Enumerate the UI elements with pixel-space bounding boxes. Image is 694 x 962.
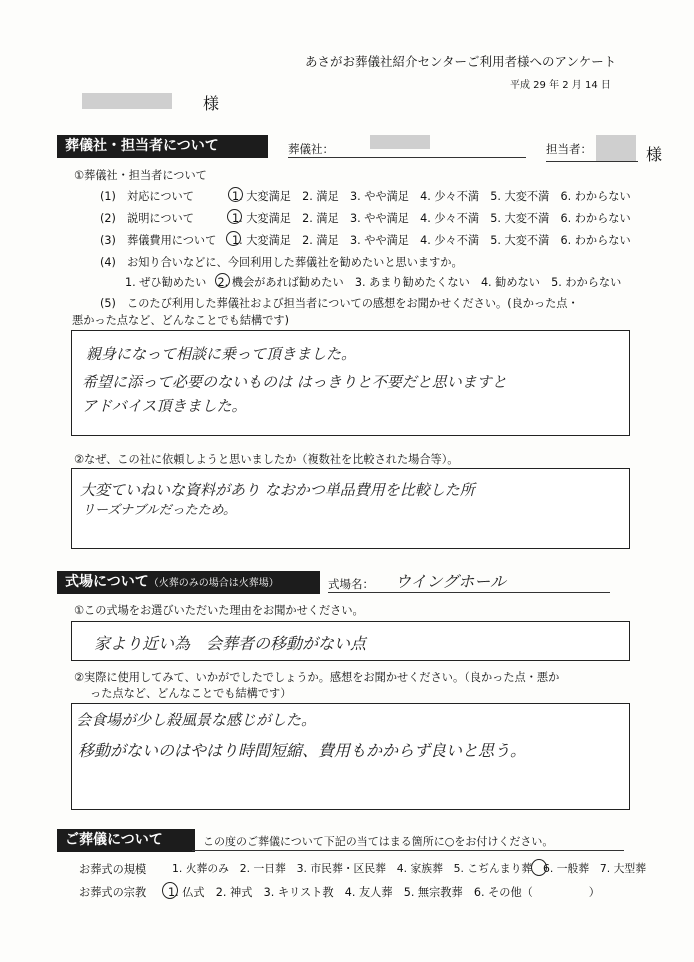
survey-title: あさがお葬儀社紹介センターご利用者様へのアンケート — [305, 54, 617, 69]
handwritten-answer-line: アドバイス頂きました。 — [82, 397, 247, 415]
section-heading-funeral-company: 葬儀社・担当者について — [57, 135, 268, 158]
funeral-instruction: この度のご葬儀について下記の当てはまる箇所に○をお付けください。 — [203, 835, 554, 848]
recipient-honorific: 様 — [203, 94, 220, 113]
handwritten-answer-line: 移動がないのはやはり時間短縮、費用もかからず良いと思う。 — [78, 741, 527, 760]
handwritten-answer-line: 家より近い為 会葬者の移動がない点 — [94, 634, 367, 653]
funeral-scale-options[interactable]: 1. 火葬のみ 2. 一日葬 3. 市民葬・区民葬 4. 家族葬 5. こぢんまり葬 6. 一般葬 7. 大型葬 — [172, 862, 647, 875]
venue-name-handwritten: ウイングホール — [395, 572, 506, 591]
redacted-company — [370, 135, 430, 149]
handwritten-answer-line: 親身になって相談に乗って頂きました。 — [86, 345, 357, 363]
instruction-underline — [192, 850, 624, 851]
selected-circle-mark — [226, 231, 241, 246]
answer-box-reason[interactable] — [71, 468, 630, 549]
funeral-company-label: 葬儀社： — [288, 142, 334, 156]
section-heading-venue-text: 式場について — [65, 574, 149, 590]
survey-date: 平成 29 年 2 月 14 日 — [510, 80, 611, 91]
handwritten-answer-line: 大変ていねいな資料があり なおかつ単品費用を比較した所 — [80, 481, 475, 499]
redacted-staff — [596, 135, 636, 161]
selected-circle-mark — [215, 273, 230, 288]
handwritten-answer-line: 会食場が少し殺風景な感じがした。 — [76, 711, 317, 729]
funeral-company-field[interactable] — [288, 157, 526, 158]
question-4-text: (4) お知り合いなどに、今回利用した葬儀社を勧めたいと思いますか。 — [100, 256, 463, 269]
handwritten-answer-line: リーズナブルだったため。 — [82, 503, 237, 518]
staff-label: 担当者： — [546, 142, 592, 156]
venue-question-2-line2: った点など、どんなことでも結構です） — [90, 687, 292, 700]
staff-field[interactable] — [546, 161, 638, 162]
venue-question-2-line1: ②実際に使用してみて、いかがでしたでしょうか。感想をお聞かせください。（良かった点・悪か — [74, 671, 560, 684]
question-1-title: ①葬儀社・担当者について — [74, 169, 207, 182]
question-2-title: ②なぜ、この社に依頼しようと思いましたか（複数社を比較された場合等）。 — [74, 453, 459, 466]
rating-row-label: (1) 対応について — [100, 190, 194, 203]
rating-row-options[interactable]: 1. 大変満足 2. 満足 3. やや満足 4. 少々不満 5. 大変不満 6. わからない — [232, 234, 631, 247]
answer-box-venue-reason[interactable] — [71, 621, 630, 661]
question-5-line1: (5) このたび利用した葬儀社および担当者についての感想をお聞かせください。(良かった点・ — [100, 297, 579, 310]
staff-honorific: 様 — [646, 145, 663, 164]
selected-circle-mark — [162, 882, 178, 899]
rating-row-options[interactable]: 1. 大変満足 2. 満足 3. やや満足 4. 少々不満 5. 大変不満 6. わからない — [232, 212, 631, 225]
question-5-line2: 悪かった点など、どんなことでも結構です) — [72, 314, 289, 327]
funeral-scale-label: お葬式の規模 — [79, 863, 147, 876]
selected-circle-mark — [228, 187, 243, 202]
rating-row-options[interactable]: 1. 大変満足 2. 満足 3. やや満足 4. 少々不満 5. 大変不満 6. わからない — [232, 190, 631, 203]
selected-circle-mark — [531, 859, 547, 876]
answer-box-venue-impressions[interactable] — [71, 703, 630, 810]
venue-field[interactable] — [328, 592, 610, 593]
handwritten-answer-line: 希望に添って必要のないものは はっきりと不要だと思いますと — [82, 373, 507, 391]
funeral-religion-label: お葬式の宗教 — [79, 886, 147, 899]
section-heading-venue — [57, 571, 320, 594]
rating-row-label: (3) 葬儀費用について — [100, 234, 217, 247]
venue-question-1: ①この式場をお選びいただいた理由をお聞かせください。 — [74, 604, 364, 617]
rating-row-label: (2) 説明について — [100, 212, 194, 225]
section-heading-venue-note: （火葬のみの場合は火葬場） — [148, 578, 279, 589]
funeral-religion-options[interactable]: 1. 仏式 2. 神式 3. キリスト教 4. 友人葬 5. 無宗教葬 6. その他（ ） — [168, 886, 600, 899]
redacted-name — [82, 93, 172, 109]
venue-label: 式場名： — [328, 577, 374, 591]
selected-circle-mark — [227, 209, 242, 224]
question-4-options[interactable]: 1. ぜひ勧めたい 2. 機会があれば勧めたい 3. あまり勧めたくない 4. 勧めない 5. わからない — [125, 276, 622, 289]
section-heading-funeral: ご葬儀について — [57, 829, 195, 852]
answer-box-impressions[interactable] — [71, 330, 630, 436]
